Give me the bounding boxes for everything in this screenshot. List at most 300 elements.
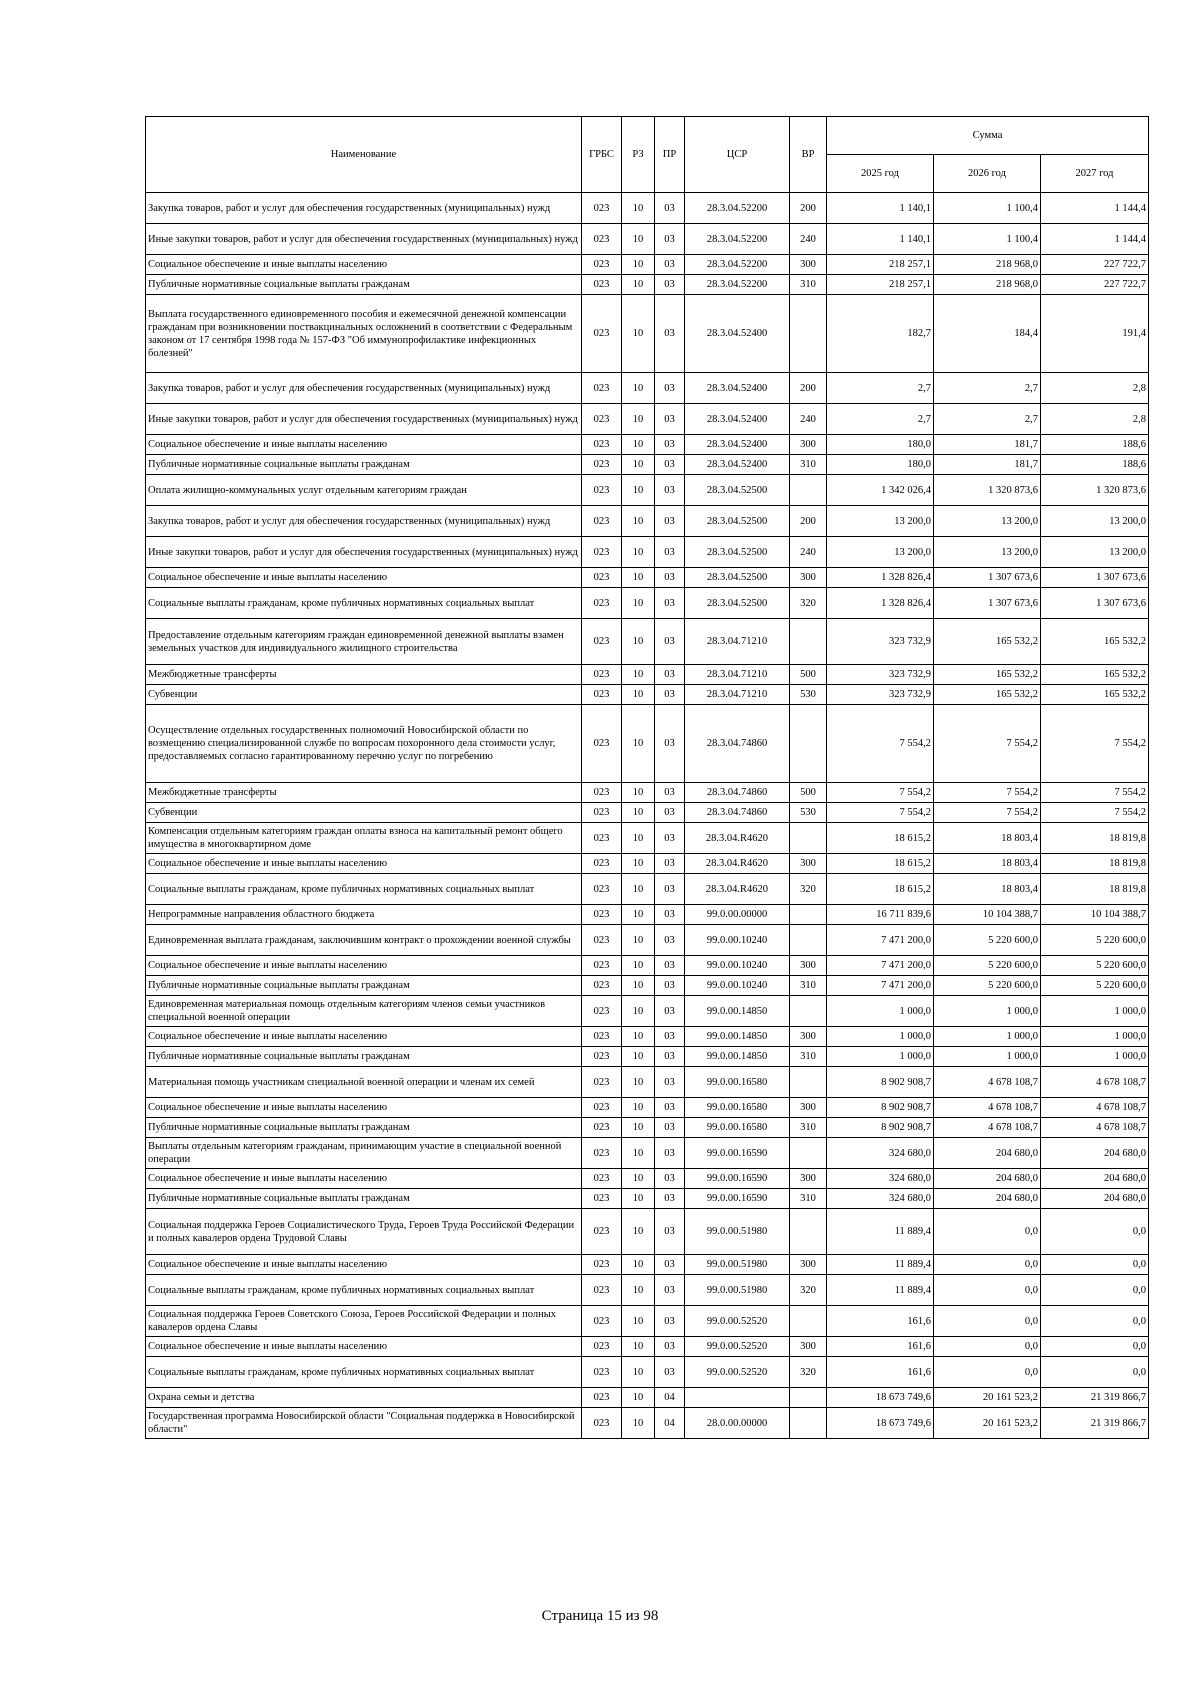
cell-grbs: 023 [582, 404, 622, 435]
cell-sum-2026: 4 678 108,7 [934, 1118, 1041, 1138]
cell-sum-2027: 227 722,7 [1041, 255, 1149, 275]
budget-table [145, 116, 1149, 1439]
cell-sum-2026: 204 680,0 [934, 1138, 1041, 1169]
cell-vr: 320 [790, 1357, 827, 1388]
cell-sum-2025: 161,6 [827, 1357, 934, 1388]
cell-sum-2025: 324 680,0 [827, 1138, 934, 1169]
cell-pr: 03 [655, 588, 685, 619]
cell-name: Материальная помощь участникам специальной военной операции и членам их семей [146, 1067, 582, 1098]
cell-sum-2027: 165 532,2 [1041, 619, 1149, 665]
table-row [146, 568, 1149, 588]
cell-vr: 310 [790, 1047, 827, 1067]
cell-rz: 10 [622, 685, 655, 705]
cell-name: Социальное обеспечение и иные выплаты населению [146, 1255, 582, 1275]
cell-csr: 99.0.00.16580 [685, 1118, 790, 1138]
cell-rz: 10 [622, 588, 655, 619]
cell-sum-2025: 182,7 [827, 295, 934, 373]
cell-grbs: 023 [582, 1138, 622, 1169]
cell-rz: 10 [622, 1337, 655, 1357]
cell-csr: 99.0.00.10240 [685, 956, 790, 976]
cell-grbs: 023 [582, 1189, 622, 1209]
cell-rz: 10 [622, 275, 655, 295]
cell-csr: 99.0.00.51980 [685, 1255, 790, 1275]
cell-sum-2027: 1 000,0 [1041, 1047, 1149, 1067]
cell-sum-2027: 18 819,8 [1041, 854, 1149, 874]
table-row [146, 537, 1149, 568]
cell-name: Государственная программа Новосибирской области "Социальная поддержка в Новосибирской области" [146, 1408, 582, 1439]
cell-sum-2027: 4 678 108,7 [1041, 1067, 1149, 1098]
cell-vr [790, 1209, 827, 1255]
cell-csr: 28.3.04.52400 [685, 295, 790, 373]
cell-sum-2027: 5 220 600,0 [1041, 976, 1149, 996]
cell-csr: 28.3.04.52400 [685, 435, 790, 455]
table-row [146, 976, 1149, 996]
cell-grbs: 023 [582, 905, 622, 925]
cell-name: Иные закупки товаров, работ и услуг для обеспечения государственных (муниципальных) нужд [146, 224, 582, 255]
table-row [146, 1357, 1149, 1388]
cell-rz: 10 [622, 803, 655, 823]
cell-grbs: 023 [582, 537, 622, 568]
cell-grbs: 023 [582, 1306, 622, 1337]
cell-rz: 10 [622, 665, 655, 685]
cell-pr: 03 [655, 1047, 685, 1067]
cell-sum-2027: 18 819,8 [1041, 874, 1149, 905]
cell-pr: 03 [655, 193, 685, 224]
cell-csr: 99.0.00.52520 [685, 1357, 790, 1388]
cell-vr: 200 [790, 193, 827, 224]
cell-sum-2026: 7 554,2 [934, 803, 1041, 823]
cell-grbs: 023 [582, 705, 622, 783]
cell-sum-2026: 181,7 [934, 435, 1041, 455]
cell-name: Социальная поддержка Героев Социалистического Труда, Героев Труда Российской Федерации и полных кавалеров ордена Трудовой Славы [146, 1209, 582, 1255]
cell-csr: 28.3.04.71210 [685, 665, 790, 685]
cell-sum-2026: 181,7 [934, 455, 1041, 475]
cell-sum-2027: 0,0 [1041, 1357, 1149, 1388]
cell-grbs: 023 [582, 1047, 622, 1067]
cell-pr: 03 [655, 1275, 685, 1306]
cell-sum-2026: 10 104 388,7 [934, 905, 1041, 925]
cell-sum-2027: 18 819,8 [1041, 823, 1149, 854]
cell-sum-2026: 20 161 523,2 [934, 1388, 1041, 1408]
cell-pr: 03 [655, 1189, 685, 1209]
cell-name: Социальное обеспечение и иные выплаты населению [146, 1027, 582, 1047]
cell-sum-2027: 188,6 [1041, 455, 1149, 475]
cell-sum-2026: 13 200,0 [934, 506, 1041, 537]
cell-csr: 99.0.00.52520 [685, 1306, 790, 1337]
cell-rz: 10 [622, 1169, 655, 1189]
cell-vr: 310 [790, 976, 827, 996]
cell-sum-2026: 0,0 [934, 1209, 1041, 1255]
cell-grbs: 023 [582, 685, 622, 705]
page-number: Страница 15 из 98 [541, 1608, 659, 1624]
cell-sum-2025: 2,7 [827, 373, 934, 404]
cell-name: Выплата государственного единовременного пособия и ежемесячной денежной компенсации гражданам при возникновении поствакцинальных осложнений в соответствии с Федеральным законом от 17 сентября 1998 года № 157-ФЗ "Об иммунопрофилактике инфекционных болезней" [146, 295, 582, 373]
table-row [146, 1209, 1149, 1255]
cell-pr: 03 [655, 1306, 685, 1337]
cell-vr [790, 996, 827, 1027]
cell-pr: 03 [655, 665, 685, 685]
cell-grbs: 023 [582, 1275, 622, 1306]
cell-rz: 10 [622, 1047, 655, 1067]
cell-rz: 10 [622, 404, 655, 435]
cell-sum-2026: 1 320 873,6 [934, 475, 1041, 506]
table-row [146, 224, 1149, 255]
cell-rz: 10 [622, 537, 655, 568]
cell-sum-2026: 1 307 673,6 [934, 568, 1041, 588]
cell-sum-2025: 8 902 908,7 [827, 1118, 934, 1138]
cell-rz: 10 [622, 1306, 655, 1337]
cell-pr: 03 [655, 537, 685, 568]
cell-grbs: 023 [582, 1118, 622, 1138]
cell-sum-2026: 20 161 523,2 [934, 1408, 1041, 1439]
cell-sum-2026: 5 220 600,0 [934, 976, 1041, 996]
cell-pr: 03 [655, 854, 685, 874]
cell-rz: 10 [622, 905, 655, 925]
header-year-2025: 2025 год [827, 155, 934, 193]
table-row [146, 1255, 1149, 1275]
cell-vr: 320 [790, 588, 827, 619]
cell-sum-2026: 218 968,0 [934, 275, 1041, 295]
cell-sum-2026: 1 307 673,6 [934, 588, 1041, 619]
cell-name: Оплата жилищно-коммунальных услуг отдельным категориям граждан [146, 475, 582, 506]
cell-rz: 10 [622, 1189, 655, 1209]
cell-rz: 10 [622, 925, 655, 956]
cell-grbs: 023 [582, 783, 622, 803]
cell-name: Публичные нормативные социальные выплаты гражданам [146, 1047, 582, 1067]
cell-sum-2025: 1 000,0 [827, 996, 934, 1027]
cell-grbs: 023 [582, 475, 622, 506]
cell-pr: 03 [655, 685, 685, 705]
cell-name: Субвенции [146, 685, 582, 705]
cell-sum-2025: 1 342 026,4 [827, 475, 934, 506]
cell-name: Единовременная материальная помощь отдельным категориям членов семьи участников специальной военной операции [146, 996, 582, 1027]
cell-name: Иные закупки товаров, работ и услуг для обеспечения государственных (муниципальных) нужд [146, 537, 582, 568]
cell-name: Социальные выплаты гражданам, кроме публичных нормативных социальных выплат [146, 874, 582, 905]
cell-csr: 28.3.04.52200 [685, 255, 790, 275]
cell-vr [790, 705, 827, 783]
table-row [146, 1138, 1149, 1169]
cell-vr [790, 1067, 827, 1098]
cell-pr: 03 [655, 275, 685, 295]
cell-vr: 300 [790, 1169, 827, 1189]
cell-sum-2027: 5 220 600,0 [1041, 956, 1149, 976]
cell-sum-2027: 21 319 866,7 [1041, 1408, 1149, 1439]
cell-sum-2025: 324 680,0 [827, 1169, 934, 1189]
cell-grbs: 023 [582, 1388, 622, 1408]
cell-name: Социальная поддержка Героев Советского Союза, Героев Российской Федерации и полных кавалеров ордена Славы [146, 1306, 582, 1337]
cell-csr: 28.3.04.74860 [685, 783, 790, 803]
table-row [146, 1408, 1149, 1439]
cell-rz: 10 [622, 976, 655, 996]
cell-sum-2027: 1 000,0 [1041, 996, 1149, 1027]
cell-pr: 03 [655, 619, 685, 665]
cell-rz: 10 [622, 1098, 655, 1118]
cell-pr: 03 [655, 976, 685, 996]
cell-sum-2025: 7 471 200,0 [827, 976, 934, 996]
table-row [146, 295, 1149, 373]
cell-grbs: 023 [582, 275, 622, 295]
cell-rz: 10 [622, 295, 655, 373]
cell-grbs: 023 [582, 255, 622, 275]
cell-vr: 300 [790, 956, 827, 976]
table-row [146, 1047, 1149, 1067]
cell-sum-2025: 11 889,4 [827, 1209, 934, 1255]
table-row [146, 823, 1149, 854]
cell-name: Выплаты отдельным категориям гражданам, принимающим участие в специальной военной операции [146, 1138, 582, 1169]
table-row [146, 619, 1149, 665]
cell-sum-2025: 7 471 200,0 [827, 956, 934, 976]
cell-name: Социальные выплаты гражданам, кроме публичных нормативных социальных выплат [146, 588, 582, 619]
cell-grbs: 023 [582, 224, 622, 255]
cell-pr: 03 [655, 1138, 685, 1169]
cell-sum-2025: 18 615,2 [827, 854, 934, 874]
cell-pr: 03 [655, 925, 685, 956]
cell-sum-2027: 13 200,0 [1041, 537, 1149, 568]
cell-rz: 10 [622, 1275, 655, 1306]
cell-pr: 03 [655, 224, 685, 255]
table-row [146, 665, 1149, 685]
cell-csr: 28.3.04.52400 [685, 404, 790, 435]
cell-pr: 03 [655, 1209, 685, 1255]
cell-csr: 28.3.04.52500 [685, 475, 790, 506]
cell-sum-2027: 4 678 108,7 [1041, 1118, 1149, 1138]
cell-sum-2026: 13 200,0 [934, 537, 1041, 568]
cell-vr: 240 [790, 224, 827, 255]
cell-sum-2026: 0,0 [934, 1306, 1041, 1337]
cell-vr: 300 [790, 255, 827, 275]
cell-vr [790, 1388, 827, 1408]
cell-name: Социальное обеспечение и иные выплаты населению [146, 255, 582, 275]
cell-sum-2025: 218 257,1 [827, 255, 934, 275]
cell-pr: 03 [655, 1027, 685, 1047]
table-row [146, 506, 1149, 537]
cell-sum-2027: 2,8 [1041, 373, 1149, 404]
cell-pr: 03 [655, 295, 685, 373]
cell-pr: 03 [655, 255, 685, 275]
cell-sum-2026: 165 532,2 [934, 665, 1041, 685]
cell-grbs: 023 [582, 854, 622, 874]
cell-sum-2025: 18 673 749,6 [827, 1408, 934, 1439]
cell-rz: 10 [622, 1067, 655, 1098]
cell-csr [685, 1388, 790, 1408]
cell-sum-2026: 165 532,2 [934, 619, 1041, 665]
cell-sum-2026: 7 554,2 [934, 783, 1041, 803]
cell-rz: 10 [622, 475, 655, 506]
cell-csr: 28.3.04.52200 [685, 224, 790, 255]
cell-rz: 10 [622, 705, 655, 783]
cell-vr: 300 [790, 1098, 827, 1118]
cell-vr: 240 [790, 404, 827, 435]
table-row [146, 854, 1149, 874]
cell-sum-2025: 7 471 200,0 [827, 925, 934, 956]
cell-vr [790, 925, 827, 956]
header-year-2027: 2027 год [1041, 155, 1149, 193]
cell-sum-2027: 21 319 866,7 [1041, 1388, 1149, 1408]
table-row [146, 193, 1149, 224]
cell-name: Компенсация отдельным категориям граждан оплаты взноса на капитальный ремонт общего имущества в многоквартирном доме [146, 823, 582, 854]
cell-pr: 03 [655, 823, 685, 854]
cell-sum-2026: 204 680,0 [934, 1169, 1041, 1189]
cell-pr: 03 [655, 803, 685, 823]
cell-pr: 03 [655, 783, 685, 803]
cell-rz: 10 [622, 956, 655, 976]
cell-rz: 10 [622, 823, 655, 854]
cell-rz: 10 [622, 1388, 655, 1408]
cell-name: Социальное обеспечение и иные выплаты населению [146, 1337, 582, 1357]
cell-grbs: 023 [582, 588, 622, 619]
table-row [146, 996, 1149, 1027]
cell-rz: 10 [622, 1027, 655, 1047]
cell-sum-2025: 1 140,1 [827, 224, 934, 255]
cell-grbs: 023 [582, 956, 622, 976]
cell-csr: 28.3.04.74860 [685, 803, 790, 823]
cell-grbs: 023 [582, 1337, 622, 1357]
cell-sum-2026: 1 000,0 [934, 996, 1041, 1027]
cell-sum-2026: 218 968,0 [934, 255, 1041, 275]
cell-sum-2026: 0,0 [934, 1357, 1041, 1388]
cell-sum-2027: 1 320 873,6 [1041, 475, 1149, 506]
header-pr: ПР [655, 117, 685, 193]
cell-vr: 310 [790, 275, 827, 295]
cell-sum-2027: 4 678 108,7 [1041, 1098, 1149, 1118]
cell-sum-2027: 10 104 388,7 [1041, 905, 1149, 925]
header-grbs: ГРБС [582, 117, 622, 193]
cell-csr: 28.3.04.52200 [685, 193, 790, 224]
cell-vr [790, 1306, 827, 1337]
table-row [146, 1306, 1149, 1337]
cell-csr: 28.3.04.52500 [685, 506, 790, 537]
header-name: Наименование [146, 117, 582, 193]
cell-sum-2027: 13 200,0 [1041, 506, 1149, 537]
cell-vr: 240 [790, 537, 827, 568]
cell-csr: 99.0.00.16590 [685, 1189, 790, 1209]
cell-sum-2025: 18 615,2 [827, 823, 934, 854]
cell-sum-2026: 18 803,4 [934, 823, 1041, 854]
cell-sum-2026: 1 000,0 [934, 1047, 1041, 1067]
cell-name: Социальное обеспечение и иные выплаты населению [146, 956, 582, 976]
cell-sum-2025: 323 732,9 [827, 619, 934, 665]
cell-vr: 500 [790, 783, 827, 803]
cell-grbs: 023 [582, 1067, 622, 1098]
cell-name: Межбюджетные трансферты [146, 665, 582, 685]
cell-pr: 03 [655, 1337, 685, 1357]
cell-pr: 03 [655, 455, 685, 475]
table-body [146, 193, 1149, 1439]
cell-name: Социальное обеспечение и иные выплаты населению [146, 1169, 582, 1189]
cell-pr: 04 [655, 1408, 685, 1439]
cell-grbs: 023 [582, 435, 622, 455]
cell-sum-2026: 165 532,2 [934, 685, 1041, 705]
cell-name: Социальные выплаты гражданам, кроме публичных нормативных социальных выплат [146, 1357, 582, 1388]
cell-sum-2026: 1 100,4 [934, 224, 1041, 255]
cell-sum-2027: 2,8 [1041, 404, 1149, 435]
cell-csr: 28.3.04.52500 [685, 537, 790, 568]
cell-sum-2025: 1 140,1 [827, 193, 934, 224]
cell-sum-2027: 0,0 [1041, 1306, 1149, 1337]
cell-grbs: 023 [582, 1255, 622, 1275]
cell-grbs: 023 [582, 1098, 622, 1118]
cell-csr: 28.3.04.74860 [685, 705, 790, 783]
cell-grbs: 023 [582, 1169, 622, 1189]
cell-csr: 28.3.04.R4620 [685, 823, 790, 854]
cell-sum-2025: 11 889,4 [827, 1275, 934, 1306]
header-rz: РЗ [622, 117, 655, 193]
cell-csr: 99.0.00.16590 [685, 1138, 790, 1169]
cell-grbs: 023 [582, 455, 622, 475]
cell-csr: 99.0.00.14850 [685, 996, 790, 1027]
cell-csr: 28.3.04.52500 [685, 568, 790, 588]
cell-sum-2026: 4 678 108,7 [934, 1067, 1041, 1098]
cell-name: Публичные нормативные социальные выплаты гражданам [146, 1189, 582, 1209]
cell-name: Социальное обеспечение и иные выплаты населению [146, 1098, 582, 1118]
cell-grbs: 023 [582, 568, 622, 588]
cell-vr: 300 [790, 1337, 827, 1357]
cell-sum-2027: 165 532,2 [1041, 665, 1149, 685]
cell-sum-2025: 323 732,9 [827, 665, 934, 685]
cell-rz: 10 [622, 1209, 655, 1255]
cell-sum-2027: 0,0 [1041, 1209, 1149, 1255]
cell-name: Социальное обеспечение и иные выплаты населению [146, 854, 582, 874]
cell-pr: 03 [655, 905, 685, 925]
cell-sum-2026: 0,0 [934, 1255, 1041, 1275]
cell-vr: 200 [790, 506, 827, 537]
table-row [146, 1098, 1149, 1118]
cell-sum-2027: 1 307 673,6 [1041, 588, 1149, 619]
cell-grbs: 023 [582, 874, 622, 905]
cell-rz: 10 [622, 193, 655, 224]
cell-sum-2025: 324 680,0 [827, 1189, 934, 1209]
cell-sum-2025: 1 328 826,4 [827, 568, 934, 588]
table-row [146, 455, 1149, 475]
table-row [146, 685, 1149, 705]
cell-sum-2027: 7 554,2 [1041, 803, 1149, 823]
cell-csr: 99.0.00.10240 [685, 925, 790, 956]
cell-vr: 310 [790, 1118, 827, 1138]
cell-sum-2027: 204 680,0 [1041, 1189, 1149, 1209]
cell-name: Публичные нормативные социальные выплаты гражданам [146, 1118, 582, 1138]
cell-vr: 300 [790, 854, 827, 874]
cell-sum-2027: 204 680,0 [1041, 1169, 1149, 1189]
cell-grbs: 023 [582, 1408, 622, 1439]
header-sum: Сумма [827, 117, 1149, 155]
cell-sum-2026: 7 554,2 [934, 705, 1041, 783]
cell-sum-2025: 7 554,2 [827, 705, 934, 783]
cell-grbs: 023 [582, 1027, 622, 1047]
cell-grbs: 023 [582, 925, 622, 956]
cell-rz: 10 [622, 619, 655, 665]
cell-csr: 28.3.04.R4620 [685, 854, 790, 874]
table-row [146, 1388, 1149, 1408]
cell-sum-2026: 184,4 [934, 295, 1041, 373]
cell-name: Осуществление отдельных государственных полномочий Новосибирской области по возмещению специализированной службе по вопросам похоронного дела стоимости услуг, предоставляемых согласно гарантированному перечню услуг по погребению [146, 705, 582, 783]
cell-rz: 10 [622, 996, 655, 1027]
cell-sum-2026: 4 678 108,7 [934, 1098, 1041, 1118]
cell-grbs: 023 [582, 373, 622, 404]
cell-sum-2026: 204 680,0 [934, 1189, 1041, 1209]
cell-sum-2026: 0,0 [934, 1337, 1041, 1357]
cell-name: Закупка товаров, работ и услуг для обеспечения государственных (муниципальных) нужд [146, 193, 582, 224]
cell-pr: 03 [655, 506, 685, 537]
cell-vr [790, 1138, 827, 1169]
cell-csr: 99.0.00.14850 [685, 1047, 790, 1067]
table-row [146, 1118, 1149, 1138]
cell-csr: 28.3.04.52400 [685, 455, 790, 475]
cell-sum-2025: 180,0 [827, 435, 934, 455]
cell-name: Охрана семьи и детства [146, 1388, 582, 1408]
cell-vr: 300 [790, 1255, 827, 1275]
cell-vr [790, 619, 827, 665]
cell-pr: 04 [655, 1388, 685, 1408]
